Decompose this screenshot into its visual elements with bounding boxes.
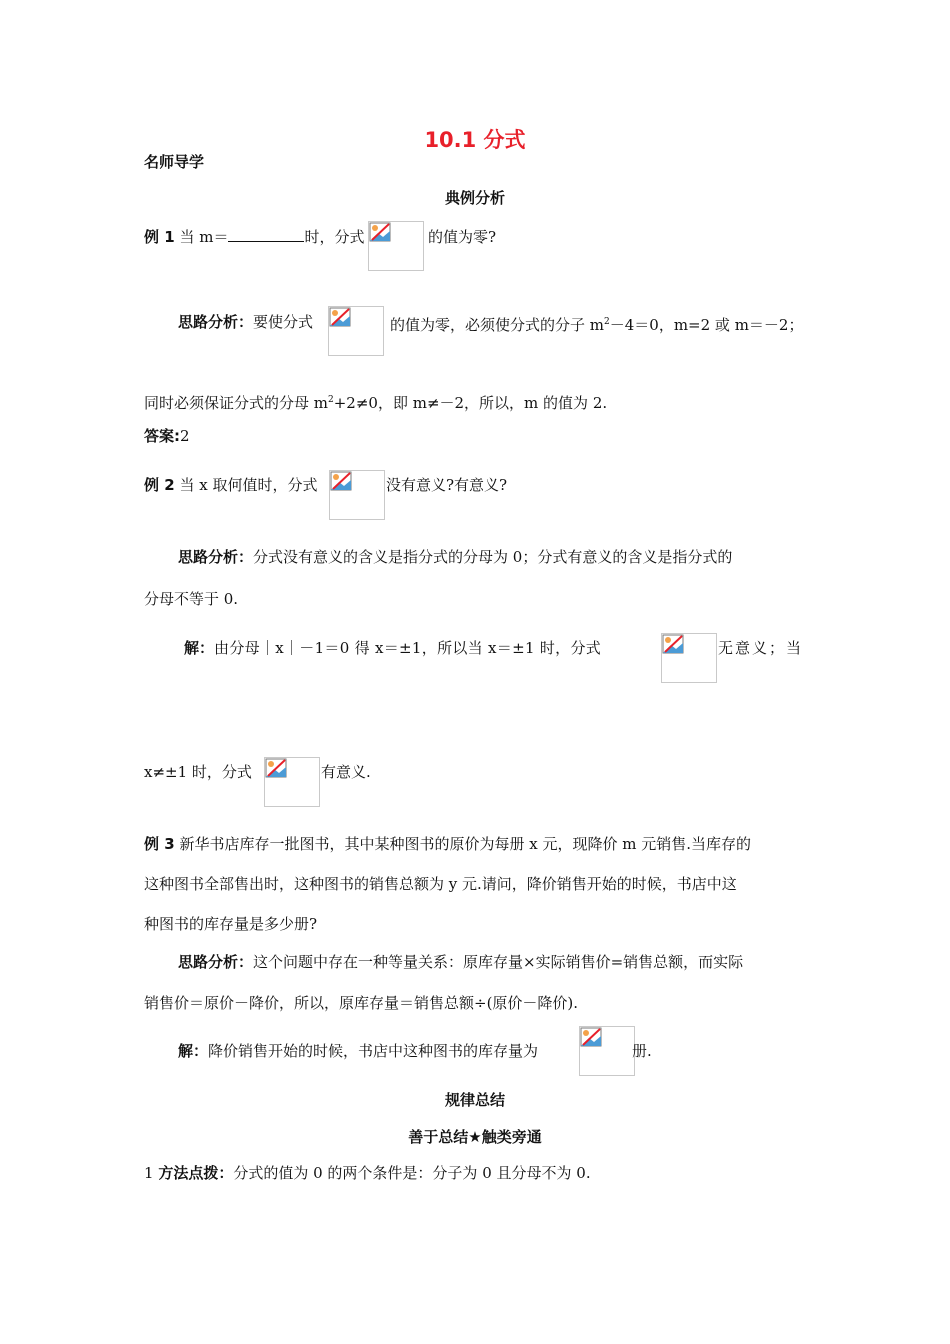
example-3-label: 例 3 [144,835,175,853]
example-1-analysis-start [178,312,313,332]
tip-text: 分式的值为 0 的两个条件是：分子为 0 且分母不为 0. [233,1164,591,1182]
analysis-label: 思路分析： [178,313,254,331]
example-1-answer [144,426,190,446]
analysis-line-2-post: +2≠0，即 m≠－2，所以，m 的值为 2. [333,394,608,412]
example-2-label: 例 2 [144,476,175,494]
example-3-solution [178,1041,538,1061]
example-3-line-2: 这种图书全部售出时，这种图书的销售总额为 y 元.请问，降价销售开始的时候，书店中这 [144,875,737,893]
solution-label: 解： [184,639,215,657]
exponent: 2 [604,317,610,327]
analysis-text-2-post: －4＝0，m=2 或 m＝－2； [609,316,804,334]
analysis-text-2 [390,312,803,335]
example-3-analysis-line-1 [178,952,743,972]
broken-image-icon [329,307,351,327]
example-2-solution-line-2-post: 有意义. [321,763,371,781]
example-3-line-3: 种图书的库存量是多少册? [144,915,318,933]
example-1-pre: 当 m＝ [179,228,229,246]
example-1-post: 的值为零? [428,228,497,246]
fraction-image-placeholder [328,306,384,356]
fraction-image-placeholder [579,1026,635,1076]
solution-line-1-post: 无意义；当 [718,639,804,657]
exponent: 2 [328,395,334,405]
section-teacher-guide: 名师导学 [144,153,205,171]
analysis-label: 思路分析： [178,548,254,566]
broken-image-icon [330,471,352,491]
heading-summary: 规律总结 [444,1091,505,1109]
fraction-image-placeholder [368,221,424,271]
page-title: 10.1 分式 [424,128,526,152]
analysis-line-2 [144,390,607,413]
example-3-line-1 [144,834,751,854]
fraction-image-placeholder [661,633,717,683]
example-3-text: 新华书店库存一批图书，其中某种图书的原价为每册 x 元，现降价 m 元销售.当库存的 [179,835,751,853]
example-2-post: 没有意义?有意义? [386,476,508,494]
analysis-text-1: 要使分式 [253,313,314,331]
example-2-analysis-line-1 [178,547,732,567]
example-3-analysis-line-2: 销售价＝原价－降价，所以，原库存量＝销售总额÷(原价－降价). [144,994,579,1012]
analysis-text: 分式没有意义的含义是指分式的分母为 0；分式有意义的含义是指分式的 [253,548,733,566]
example-1-question [144,227,364,247]
broken-image-icon [265,758,287,778]
analysis-line-2-pre: 同时必须保证分式的分母 m [144,394,328,412]
example-1-mid: 时，分式 [304,228,365,246]
example-2-solution-line-2-pre: x≠±1 时，分式 [144,763,252,781]
example-1-label: 例 1 [144,228,175,246]
fraction-image-placeholder [329,470,385,520]
broken-image-icon [662,634,684,654]
example-3-solution-post: 册. [632,1042,652,1060]
answer-label: 答案: [144,427,180,445]
fraction-image-placeholder [264,757,320,807]
heading-subsummary: 善于总结★触类旁通 [408,1128,542,1146]
answer-blank [228,227,304,242]
analysis-label: 思路分析： [178,953,254,971]
solution-label: 解： [178,1042,209,1060]
heading-examples: 典例分析 [444,189,505,207]
tip-number: 1 [144,1164,154,1182]
broken-image-icon [369,222,391,242]
solution-text: 由分母｜x｜－1＝0 得 x＝±1，所以当 x＝±1 时，分式 [214,639,602,657]
example-2-pre: 当 x 取何值时，分式 [179,476,318,494]
broken-image-icon [580,1027,602,1047]
example-2-solution-line-1 [184,638,601,658]
example-2-question [144,475,317,495]
analysis-text-2-pre: 的值为零，必须使分式的分子 m [390,316,604,334]
answer-value: 2 [180,427,190,445]
tip-label: 方法点拨： [158,1164,234,1182]
analysis-text: 这个问题中存在一种等量关系：原库存量×实际销售价=销售总额，而实际 [253,953,744,971]
example-2-analysis-line-2: 分母不等于 0. [144,590,239,608]
solution-text: 降价销售开始的时候，书店中这种图书的库存量为 [208,1042,539,1060]
method-tip-1 [144,1163,591,1183]
